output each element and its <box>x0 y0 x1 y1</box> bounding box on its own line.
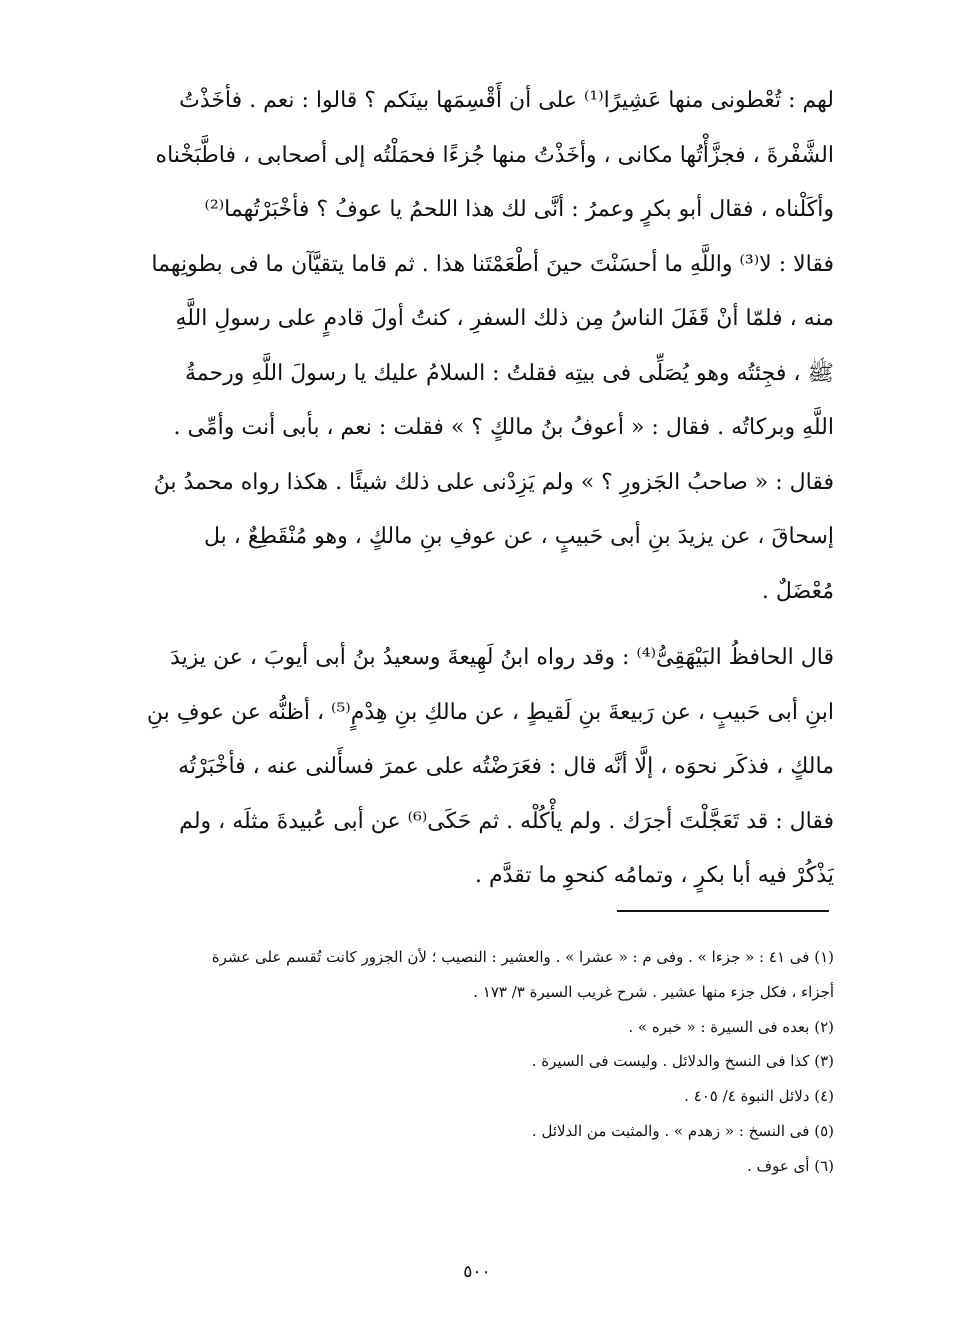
footnote-line: (٥) فى النسخ : « زهدم » . والمثبت من الدلائل . <box>531 1121 834 1140</box>
footnote-separator <box>617 910 829 912</box>
text-line: فقالا : لا⁽³⁾ واللَّهِ ما أحسَنْتَ حينَ أطْعَمْتَنا هذا . ثم قاما يتقيَّآن ما فى بطونِهما <box>151 251 834 277</box>
text-line: يَذْكُرْ فيه أبا بكرٍ ، وتمامُه كنحوِ ما تقدَّم . <box>475 863 834 888</box>
footnote-line: (١) فى ٤١ : « جزءا » . وفى م : « عشرا » . والعشير : النصيب ؛ لأن الجزور كانت تُقسم على عشرة <box>211 948 834 966</box>
paragraph-1 <box>118 74 834 619</box>
text-line: إسحاقَ ، عن يزيدَ بنِ أبى حَبيبٍ ، عن عوفِ بنِ مالكٍ ، وهو مُنْقَطِعٌ ، بل <box>204 524 834 549</box>
text-line: وأكَلْناه ، فقال أبو بكرٍ وعمرُ : أنَّى لك هذا اللحمُ يا عوفُ ؟ فأخْبَرْتُهما⁽²⁾ <box>204 197 834 222</box>
text-line: ابنِ أبى حَبيبٍ ، عن رَبيعةَ بنِ لَقيطٍ ، عن مالكِ بنِ هِدْمٍ⁽⁵⁾ ، أظنُّه عن عوفِ بنِ <box>146 699 834 725</box>
page-number: ٥٠٠ <box>463 1262 491 1282</box>
text-line: قال الحافظُ البَيْهَقِىُّ⁽⁴⁾ : وقد رواه ابنُ لَهِيعةَ وسعيدُ بنُ أبى أيوبَ ، عن يزيدَ <box>170 645 834 670</box>
paragraph-2 <box>118 631 834 904</box>
text-line: اللَّهِ وبركاتُه . فقال : « أعوفُ بنُ مالكٍ ؟ » فقلت : نعم ، بأبى أنت وأمِّى . <box>173 415 834 440</box>
footnotes <box>118 940 834 1184</box>
text-line: فقال : قد تَعَجَّلْتَ أجرَك . ولم يأْكُلْه . ثم حَكَى⁽⁶⁾ عن أبى عُبيدةَ مثلَه ، ولم <box>179 808 834 834</box>
main-text <box>118 74 834 904</box>
text-line: ﷺ ، فجِئتُه وهو يُصَلِّى فى بيتِه فقلتُ : السلامُ عليك يا رسولَ اللَّهِ ورحمةُ <box>184 360 834 386</box>
footnote-line: (٦) أى عوف . <box>746 1156 834 1175</box>
text-line: فقال : « صاحبُ الجَزورِ ؟ » ولم يَزِدْنى على ذلك شيئًا . هكذا رواه محمدُ بنُ <box>153 469 834 495</box>
footnote-line: (٣) كذا فى النسخ والدلائل . وليست فى السيرة . <box>531 1052 834 1071</box>
text-line: منه ، فلمّا أنْ قَفَلَ الناسُ مِن ذلك السفرِ ، كنتُ أولَ قادمٍ على رسولِ اللَّهِ <box>175 306 834 331</box>
footnote-line: (٢) بعده فى السيرة : « خبره » . <box>628 1017 834 1036</box>
footnote-line: أجزاء ، فكل جزء منها عشير . شرح غريب السيرة ٣/ ١٧٣ . <box>473 982 834 1001</box>
footnote-line: (٤) دلائل النبوة ٤/ ٤٠٥ . <box>684 1087 834 1106</box>
text-line: الشَّفْرةَ ، فجزَّأْتُها مكانى ، وأخَذْتُ منها جُزءًا فحمَلْتُه إلى أصحابى ، فاطَّبَخْناه <box>155 142 834 168</box>
text-line: مُعْضَلٌ . <box>761 578 834 604</box>
text-line: مالكٍ ، فذكَر نحوَه ، إلَّا أنَّه قال : فعَرَضْتُه على عمرَ فسأَلنى عنه ، فأخْبَرْتُه <box>178 754 834 779</box>
text-line: لهم : تُعْطونى منها عَشِيرًا⁽¹⁾ على أن أَقْسِمَها بينَكم ؟ قالوا : نعم . فأخَذْتُ <box>179 88 834 113</box>
